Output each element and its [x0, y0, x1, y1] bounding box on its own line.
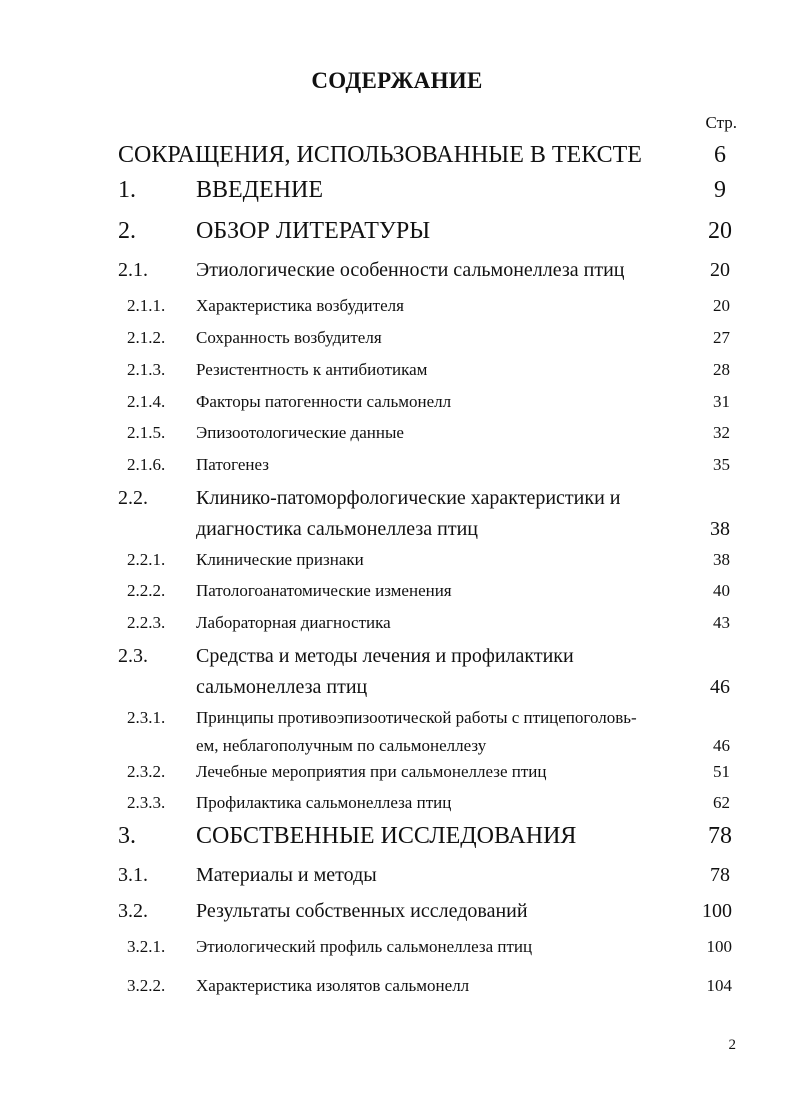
- toc-entry-number: 2.2.: [118, 487, 148, 509]
- toc-entry-page: 78: [710, 864, 730, 886]
- page-number: 2: [728, 1037, 736, 1053]
- toc-entry-number: 2.1.5.: [127, 423, 166, 442]
- toc-entry-number: 2.: [118, 218, 136, 244]
- toc-entry-page: 20: [708, 218, 732, 244]
- toc-entry-page: 38: [713, 550, 730, 569]
- toc-entry-text: Клинические признаки: [196, 550, 364, 569]
- toc-entry-number: 3.2.: [118, 900, 148, 922]
- toc-entry-number: 2.3.1.: [127, 708, 166, 727]
- toc-entry-page: 78: [708, 823, 732, 849]
- toc-entry-page: 32: [713, 423, 730, 442]
- toc-entry-page: 100: [706, 937, 732, 956]
- toc-entry-page: 51: [713, 762, 730, 781]
- toc-entry-page: 6: [714, 142, 726, 168]
- toc-entry-text: СОКРАЩЕНИЯ, ИСПОЛЬЗОВАННЫЕ В ТЕКСТЕ: [118, 142, 642, 168]
- toc-entry-text: Лечебные мероприятия при сальмонеллезе птиц: [196, 762, 547, 781]
- toc-entry-page: 104: [706, 976, 732, 995]
- toc-entry-text: Характеристика изолятов сальмонелл: [196, 976, 470, 995]
- toc-entry-text: ОБЗОР ЛИТЕРАТУРЫ: [196, 218, 431, 244]
- toc-entry-number: 1.: [118, 177, 136, 203]
- toc-entry-page: 35: [713, 455, 730, 474]
- toc-entry-page: 20: [713, 296, 730, 315]
- toc-entry-page: 20: [710, 259, 730, 281]
- toc-entry-text-continued: сальмонеллеза птиц: [196, 676, 368, 698]
- toc-entry-page: 62: [713, 793, 730, 812]
- toc-entry-text: Характеристика возбудителя: [196, 296, 404, 315]
- toc-entry-number: 2.1.: [118, 259, 148, 281]
- toc-entry-text: Результаты собственных исследований: [196, 900, 528, 922]
- toc-entry-text: Резистентность к антибиотикам: [196, 360, 428, 379]
- toc-entry-text: Сохранность возбудителя: [196, 328, 382, 347]
- toc-entry-page: 31: [713, 392, 730, 411]
- toc-entry-page: 100: [702, 900, 732, 922]
- toc-entry-page: 46: [713, 736, 730, 755]
- toc-entry-number: 2.3.3.: [127, 793, 166, 812]
- toc-entry-text: СОБСТВЕННЫЕ ИССЛЕДОВАНИЯ: [196, 823, 577, 849]
- toc-entry-page: 28: [713, 360, 730, 379]
- toc-entry-number: 3.: [118, 823, 136, 849]
- toc-entry-page: 43: [713, 613, 730, 632]
- toc-entry-page: 38: [710, 518, 730, 540]
- toc-entry-text: Эпизоотологические данные: [196, 423, 404, 442]
- toc-entry-number: 2.1.1.: [127, 296, 166, 315]
- toc-entry-text: Средства и методы лечения и профилактики: [196, 645, 574, 667]
- toc-entry-page: 40: [713, 581, 730, 600]
- toc-entry-text: Патогенез: [196, 455, 269, 474]
- toc-entry-number: 2.3.: [118, 645, 148, 667]
- toc-entry-number: 2.2.1.: [127, 550, 166, 569]
- toc-entry-number: 2.1.6.: [127, 455, 166, 474]
- toc-entry-text: Принципы противоэпизоотической работы с птицепоголовь-: [196, 708, 637, 727]
- toc-entry-page: 9: [714, 177, 726, 203]
- toc-entry-number: 3.1.: [118, 864, 148, 886]
- toc-entry-page: 27: [713, 328, 730, 347]
- toc-entry-text: Факторы патогенности сальмонелл: [196, 392, 452, 411]
- toc-entry-text: Этиологические особенности сальмонеллеза птиц: [196, 259, 625, 281]
- toc-entry-text: Лабораторная диагностика: [196, 613, 391, 632]
- toc-entry-text: Этиологический профиль сальмонеллеза птиц: [196, 937, 533, 956]
- toc-entry-number: 3.2.1.: [127, 937, 166, 956]
- toc-entry-number: 2.1.3.: [127, 360, 166, 379]
- toc-entry-text: Патологоанатомические изменения: [196, 581, 452, 600]
- toc-entry-number: 2.3.2.: [127, 762, 166, 781]
- toc-entry-number: 3.2.2.: [127, 976, 166, 995]
- toc-entry-number: 2.2.3.: [127, 613, 166, 632]
- toc-entry-number: 2.1.4.: [127, 392, 166, 411]
- pages-column-label: Стр.: [705, 113, 737, 132]
- toc-entry-text: Материалы и методы: [196, 864, 377, 886]
- toc-entry-text-continued: ем, неблагополучным по сальмонеллезу: [196, 736, 487, 755]
- toc-entry-text: Профилактика сальмонеллеза птиц: [196, 793, 452, 812]
- toc-entry-text-continued: диагностика сальмонеллеза птиц: [196, 518, 478, 540]
- toc-entry-number: 2.2.2.: [127, 581, 166, 600]
- toc-entry-page: 46: [710, 676, 730, 698]
- page-title: СОДЕРЖАНИЕ: [311, 68, 483, 93]
- toc-entry-text: Клинико-патоморфологические характеристики и: [196, 487, 621, 509]
- toc-entry-number: 2.1.2.: [127, 328, 166, 347]
- toc-entry-text: ВВЕДЕНИЕ: [196, 177, 324, 203]
